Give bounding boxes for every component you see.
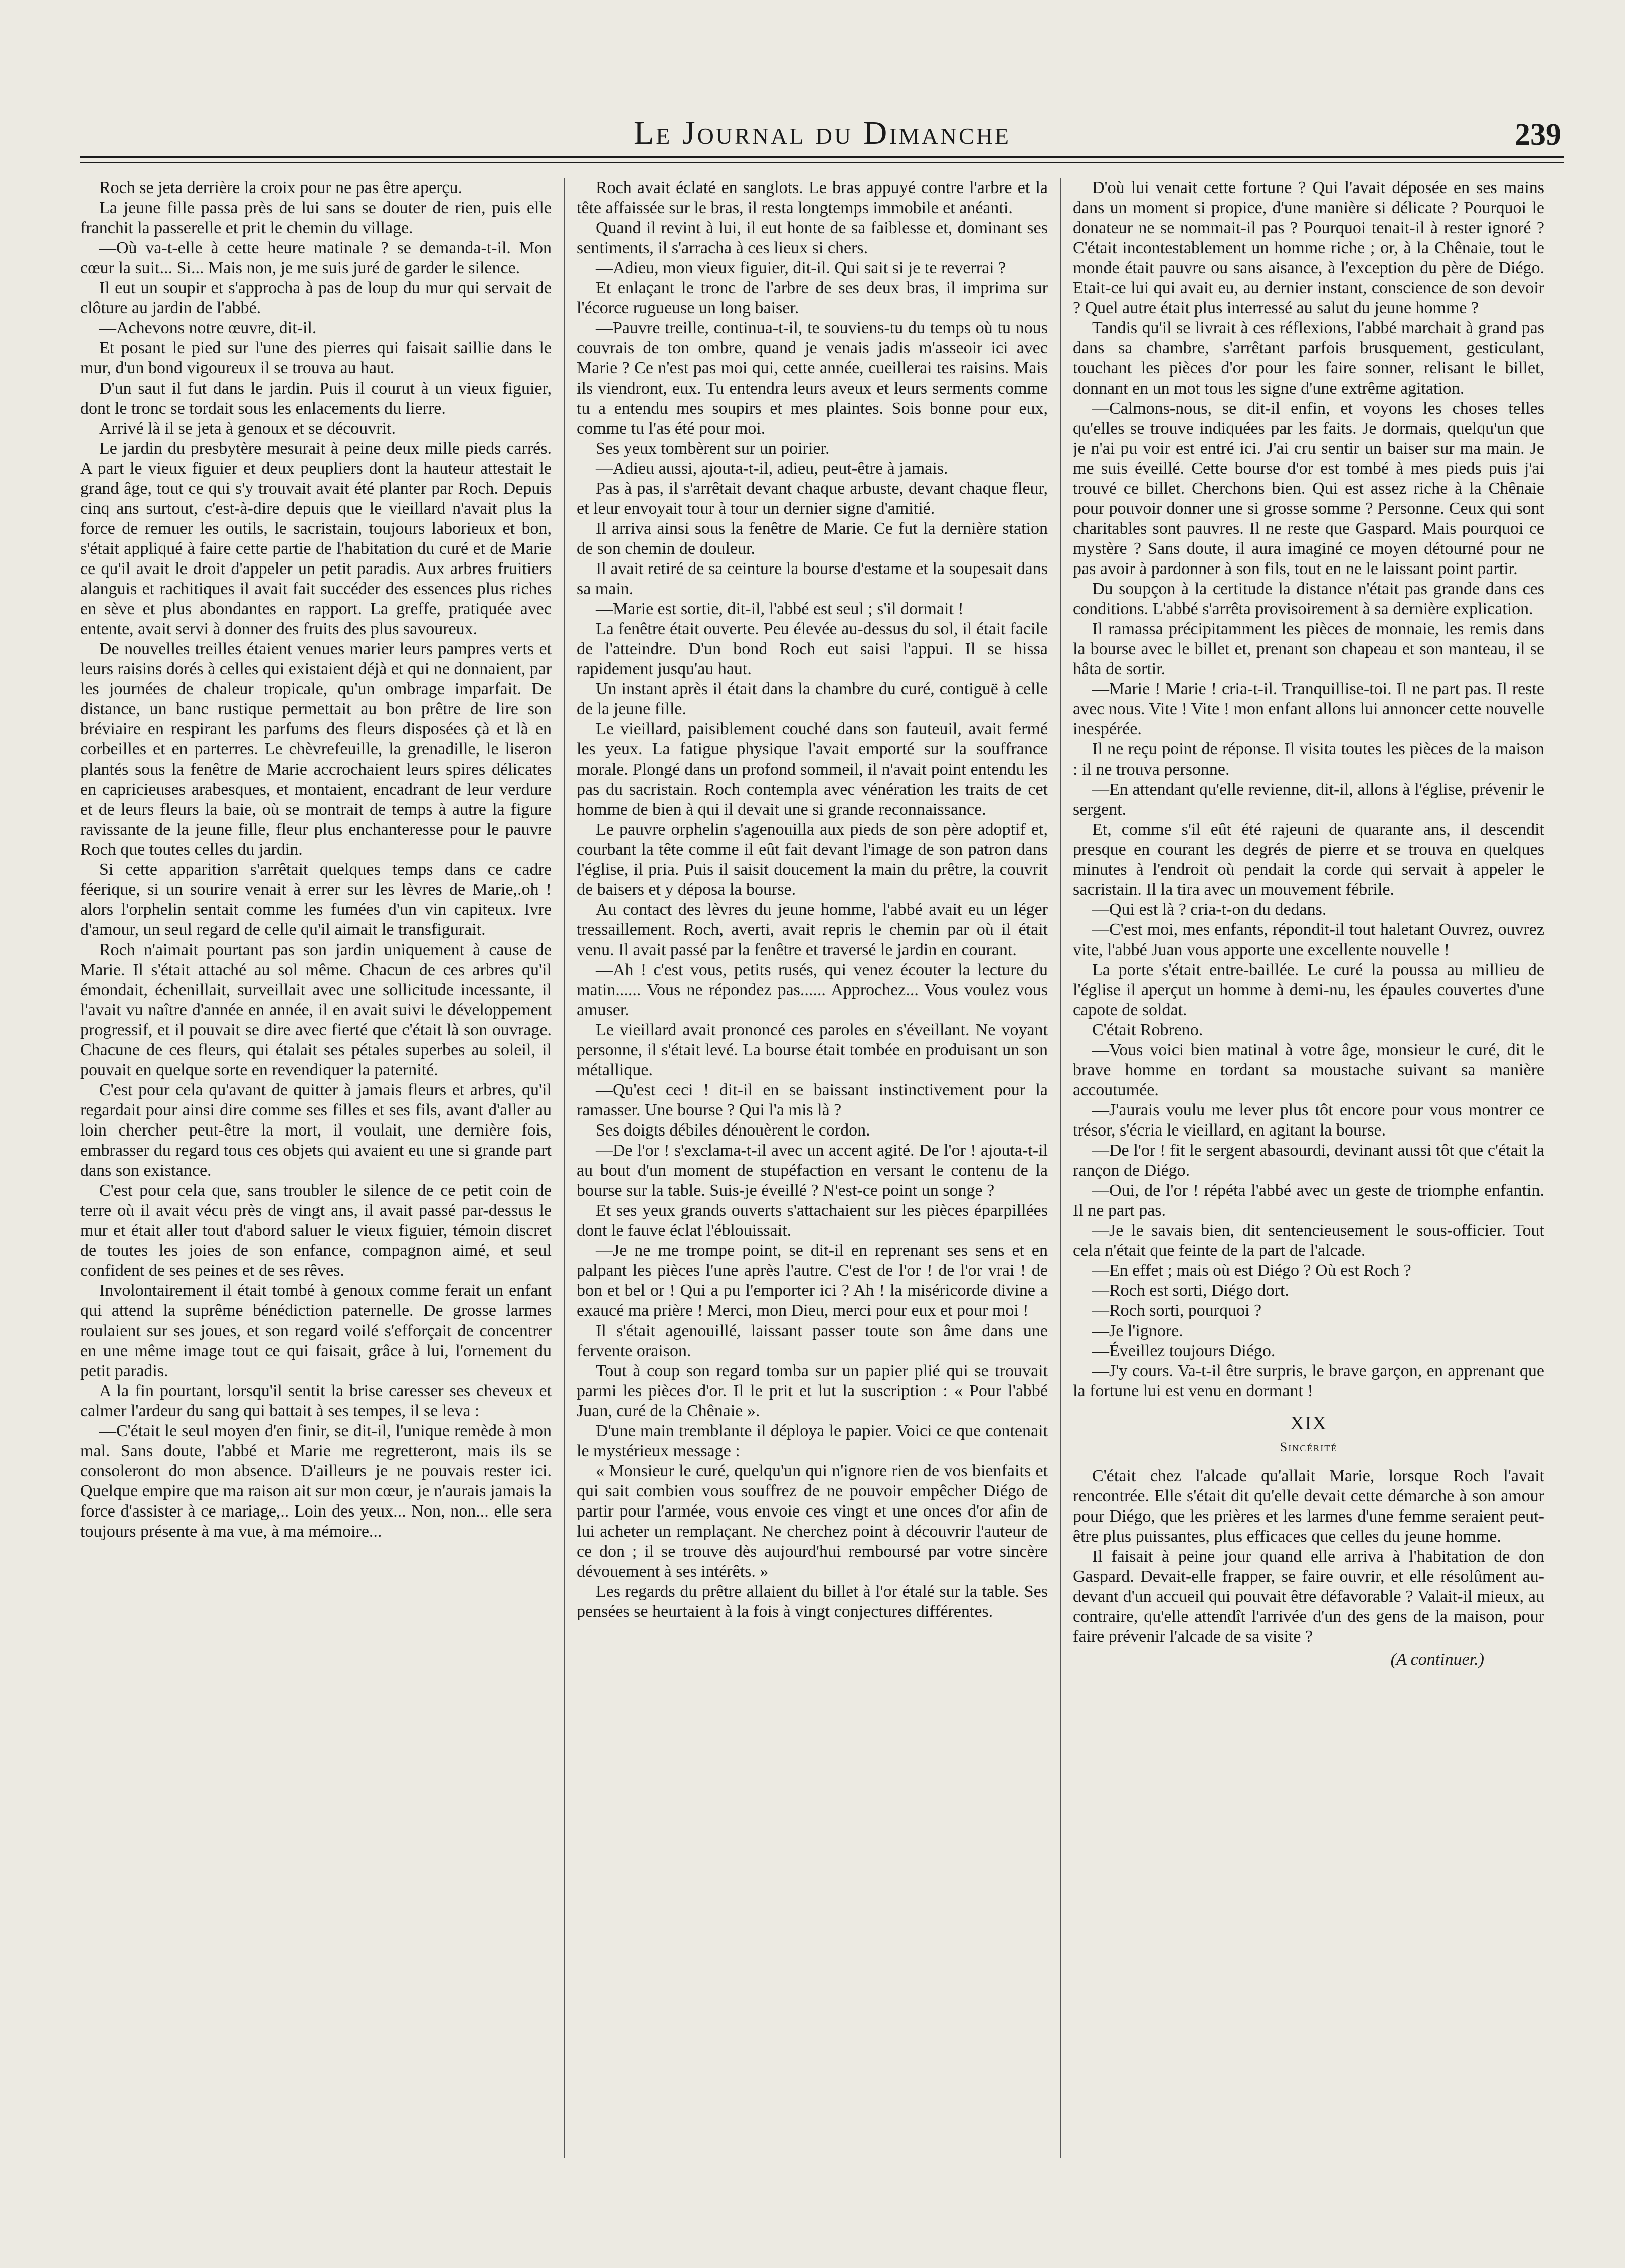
paragraph: Le pauvre orphelin s'agenouilla aux pieds de son père adoptif et, courbant la tête comme il eût fait devant l'image de son patron dans l'église, il pria. Puis il saisit doucement la main du prêtre, la couvrit de baisers et y déposa la bourse. [577, 820, 1048, 899]
paragraph: Il ne reçu point de réponse. Il visita toutes les pièces de la maison : il ne trouva personne. [1073, 740, 1544, 779]
paragraph: —Je le savais bien, dit sentencieusement le sous-officier. Tout cela n'était que feinte de la part de l'alcade. [1073, 1221, 1544, 1260]
paragraph: —De l'or ! s'exclama-t-il avec un accent agité. De l'or ! ajouta-t-il au bout d'un moment de stupéfaction en versant le contenu de la bourse sur la table. Suis-je éveillé ? N'est-ce point un songe ? [577, 1141, 1048, 1200]
paragraph: A la fin pourtant, lorsqu'il sentit la brise caresser ses cheveux et calmer l'ardeur du sang qui battait à ses tempes, il se leva : [80, 1382, 552, 1420]
page-header [80, 109, 1564, 154]
paragraph: Quand il revint à lui, il eut honte de sa faiblesse et, dominant ses sentiments, il s'arracha à ces lieux si chers. [577, 219, 1048, 257]
paragraph: —Oui, de l'or ! répéta l'abbé avec un geste de triomphe enfantin. Il ne part pas. [1073, 1181, 1544, 1220]
paragraph: Il ramassa précipitamment les pièces de monnaie, les remis dans la bourse avec le billet et, prenant son chapeau et son manteau, il se hâta de sortir. [1073, 620, 1544, 678]
paragraph: Roch n'aimait pourtant pas son jardin uniquement à cause de Marie. Il s'était attaché au sol même. Chacun de ces arbres qu'il émondait, échenillait, surveillait avec une sollicitude incessante, il l'avait vu naître d'année en année, il en avait suivi le développement progressif, et il pouvait se dire avec fierté que c'était là son ouvrage. Chacune de ces fleurs, qui étalait ses pétales superbes au soleil, il pouvait en quelque sorte en revendiquer la paternité. [80, 940, 552, 1079]
header-rule [80, 156, 1564, 158]
column-divider [564, 178, 565, 2158]
paragraph: —En effet ; mais où est Diégo ? Où est Roch ? [1092, 1261, 1411, 1280]
masthead: Le Journal du Dimanche [633, 115, 1011, 151]
paragraph: —Roch est sorti, Diégo dort. [1092, 1281, 1289, 1300]
column-3 [1073, 178, 1544, 2208]
paragraph: Ses yeux tombèrent sur un poirier. [596, 439, 830, 458]
paragraph: Du soupçon à la certitude la distance n'était pas grande dans ces conditions. L'abbé s'arrêta provisoirement à sa dernière explication. [1073, 580, 1544, 618]
paragraph: —Éveillez toujours Diégo. [1092, 1342, 1276, 1360]
paragraph: C'est pour cela qu'avant de quitter à jamais fleurs et arbres, qu'il regardait pour ainsi dire comme ses filles et ses fils, avant d'aller au loin chercher peut-être la mort, il voulait, une dernière fois, embrasser du regard tous ces objets qui avaient eu une si grande part dans son existance. [80, 1081, 552, 1180]
paragraph: Au contact des lèvres du jeune homme, l'abbé avait eu un léger tressaillement. Roch, averti, avait repris le chemin par où il était venu. Il avait passé par la fenêtre et traversé le jardin en courant. [577, 900, 1048, 959]
paragraph: Si cette apparition s'arrêtait quelques temps dans ce cadre féerique, si un sourire venait à errer sur les lèvres de Marie,.oh ! alors l'orphelin sentait comme les fumées d'un vin capiteux. Ivre d'amour, un seul regard de celle qu'il aimait le transfigurait. [80, 860, 552, 939]
paragraph: La jeune fille passa près de lui sans se douter de rien, puis elle franchit la passerelle et prit le chemin du village. [80, 199, 552, 237]
paragraph: Le vieillard avait prononcé ces paroles en s'éveillant. Ne voyant personne, il s'était levé. La bourse était tombée en produisant un son métallique. [577, 1021, 1048, 1079]
paragraph: D'un saut il fut dans le jardin. Puis il courut à un vieux figuier, dont le tronc se tordait sous les enlacements du lierre. [80, 379, 552, 418]
paragraph: —Pauvre treille, continua-t-il, te souviens-tu du temps où tu nous couvrais de ton ombre, quand je venais jadis m'asseoir ici avec Marie ? Ce n'est pas moi qui, cette année, cueillerai tes raisins. Mais ils viendront, eux. Tu entendra leurs aveux et leurs serments comme tu a entendu mes soupirs et mes plaintes. Sois bonne pour eux, comme tu l'as été pour moi. [577, 319, 1048, 438]
chapter-title: Sincérité [1280, 1440, 1338, 1454]
paragraph: Il faisait à peine jour quand elle arriva à l'habitation de don Gaspard. Devait-elle frapper, se faire ouvrir, et elle résolûment au-devant d'un accueil qui pouvait être défavorable ? Valait-il mieux, au contraire, qu'elle attendît l'arrivée d'un des gens de la maison, pour faire prévenir l'alcade de sa visite ? [1073, 1547, 1544, 1646]
paragraph: —Marie ! Marie ! cria-t-il. Tranquillise-toi. Il ne part pas. Il reste avec nous. Vite ! Vite ! mon enfant allons lui annoncer cette nouvelle inespérée. [1073, 680, 1544, 738]
paragraph: Il s'était agenouillé, laissant passer toute son âme dans une fervente oraison. [577, 1321, 1048, 1360]
paragraph: —Où va-t-elle à cette heure matinale ? se demanda-t-il. Mon cœur la suit... Si... Mais non, je me suis juré de garder le silence. [80, 239, 552, 277]
paragraph: La porte s'était entre-baillée. Le curé la poussa au millieu de l'église il aperçut un homme à demi-nu, les épaules couvertes d'une capote de soldat. [1073, 961, 1544, 1019]
paragraph: Et ses yeux grands ouverts s'attachaient sur les pièces éparpillées dont le fauve éclat l'éblouissait. [577, 1201, 1048, 1240]
paragraph: —En attendant qu'elle revienne, dit-il, allons à l'église, prévenir le sergent. [1073, 780, 1544, 819]
paragraph: —C'est moi, mes enfants, répondit-il tout haletant Ouvrez, ouvrez vite, l'abbé Juan vous apporte une excellente nouvelle ! [1073, 920, 1544, 959]
paragraph: Il arriva ainsi sous la fenêtre de Marie. Ce fut la dernière station de son chemin de douleur. [577, 519, 1048, 558]
paragraph: « Monsieur le curé, quelqu'un qui n'ignore rien de vos bienfaits et qui sait combien vous souffrez de ne pouvoir empêcher Diégo de partir pour l'armée, vous envoie ces vingt et une onces d'or afin de lui acheter un remplaçant. Ne cherchez point à découvrir l'auteur de ce don ; il se trouve dès aujourd'hui remboursé par votre sincère dévouement à ses intérêts. » [577, 1462, 1048, 1581]
paragraph: —Je l'ignore. [1092, 1321, 1183, 1340]
paragraph: Le jardin du presbytère mesurait à peine deux mille pieds carrés. A part le vieux figuier et deux peupliers dont la hauteur attestait le grand âge, tout ce qui s'y trouvait avait été planter par Roch. Depuis cinq ans surtout, c'est-à-dire depuis que le vieillard n'avait plus la force de remuer les outils, le sacristain, toujours laborieux et bon, s'était appliqué à faire cette partie de l'habitation du curé et de Marie ce qu'il avait le droit d'appeler un petit paradis. Aux arbres fruitiers alanguis et rachitiques il avait fait succéder des essences plus riches en sève et plus abondantes en rapport. La greffe, pratiquée avec entente, avait servi à donner des fruits des plus savoureux. [80, 439, 552, 638]
to-be-continued: (A continuer.) [1390, 1650, 1484, 1669]
paragraph: —Achevons notre œuvre, dit-il. [99, 319, 317, 337]
paragraph: Il eut un soupir et s'approcha à pas de loup du mur qui servait de clôture au jardin de l'abbé. [80, 279, 552, 317]
paragraph: Et enlaçant le tronc de l'arbre de ses deux bras, il imprima sur l'écorce rugueuse un long baiser. [577, 279, 1048, 317]
paragraph: —De l'or ! fit le sergent abasourdi, devinant aussi tôt que c'était la rançon de Diégo. [1073, 1141, 1544, 1180]
paragraph: Et, comme s'il eût été rajeuni de quarante ans, il descendit presque en courant les degrés de pierre et se trouva en quelques minutes à l'endroit où pendait la corde qui servait à appeler le sacristain. Il la tira avec un mouvement fébrile. [1073, 820, 1544, 899]
paragraph: —J'aurais voulu me lever plus tôt encore pour vous montrer ce trésor, s'écria le vieillard, en agitant la bourse. [1073, 1101, 1544, 1140]
paragraph: —Calmons-nous, se dit-il enfin, et voyons les choses telles qu'elles se trouve indiquées par les faits. Je dormais, quelqu'un que je n'ai pu voir est entré ici. J'ai cru sentir un baiser sur ma main. Je me suis éveillé. Cette bourse d'or est tombé à mes pieds puis j'ai trouvé ce billet. Cherchons bien. Qui est assez riche à la Chênaie pour pouvoir donner une si grosse somme ? Personne. Ceux qui sont charitables sont pauvres. Il ne reste que Gaspard. Mais pourquoi ce mystère ? Sans doute, il aura imaginé ce moyen détourné pour ne pas avoir à pardonner à son fils, tout en ne le laissant point partir. [1073, 399, 1544, 578]
paragraph: De nouvelles treilles étaient venues marier leurs pampres verts et leurs raisins dorés à celles qui existaient déjà et qui ne donnaient, par les journées de chaleur tropicale, qu'un ombrage imparfait. De distance, un banc rustique permettait au bon prêtre de lire son bréviaire en respirant les parfums des fleurs disposées çà et là en corbeilles et en parterres. Le chèvrefeuille, la grenadille, le liseron plantés sous la fenêtre de Marie accrochaient leurs spires délicates en capricieuses arabesques, et montaient, encadrant de leur verdure et de leurs fleurs la baie, où se montrait de temps à autre la figure ravissante de la jeune fille, fleur plus enchanteresse pour le pauvre Roch que toutes celles du jardin. [80, 640, 552, 859]
paragraph: —Qu'est ceci ! dit-il en se baissant instinctivement pour la ramasser. Une bourse ? Qui l'a mis là ? [577, 1081, 1048, 1119]
paragraph: C'est pour cela que, sans troubler le silence de ce petit coin de terre où il avait vécu près de vingt ans, il avait passé par-dessus le mur et était aller tout d'abord saluer le vieux figuier, témoin discret de toutes les joies de son enfance, compagnon aimé, et seul confident de ses peines et de ses rêves. [80, 1181, 552, 1280]
paragraph: Involontairement il était tombé à genoux comme ferait un enfant qui attend la suprême bénédiction paternelle. De grosse larmes roulaient sur ses joues, et son regard voilé s'efforçait de concentrer en une même image tout ce qui faisait, grâce à lui, l'ornement du petit paradis. [80, 1281, 552, 1380]
column-1 [80, 178, 552, 2208]
chapter-number: XIX [1290, 1413, 1327, 1434]
paragraph: Il avait retiré de sa ceinture la bourse d'estame et la soupesait dans sa main. [577, 559, 1048, 598]
column-2 [577, 178, 1048, 2208]
paragraph: —Marie est sortie, dit-il, l'abbé est seul ; s'il dormait ! [596, 600, 964, 618]
paragraph: Tout à coup son regard tomba sur un papier plié qui se trouvait parmi les pièces d'or. Il le prit et lut la suscription : « Pour l'abbé Juan, curé de la Chênaie ». [577, 1362, 1048, 1420]
paragraph: —J'y cours. Va-t-il être surpris, le brave garçon, en apprenant que la fortune lui est venu en dormant ! [1073, 1362, 1544, 1400]
paragraph: Roch se jeta derrière la croix pour ne pas être aperçu. [99, 178, 463, 197]
paragraph: Tandis qu'il se livrait à ces réflexions, l'abbé marchait à grand pas dans sa chambre, s'arrêtant parfois brusquement, gesticulant, touchant les pièces d'or pour les faire sonner, relisant le billet, donnant en un mot tous les signe d'une extrême agitation. [1073, 319, 1544, 398]
paragraph: Arrivé là il se jeta à genoux et se découvrit. [99, 419, 396, 438]
header-rule-thin [80, 162, 1564, 163]
paragraph: Les regards du prêtre allaient du billet à l'or étalé sur la table. Ses pensées se heurtaient à la fois à vingt conjectures différentes. [577, 1582, 1048, 1621]
paragraph: —Adieu, mon vieux figuier, dit-il. Qui sait si je te reverrai ? [596, 259, 1006, 277]
paragraph: —Qui est là ? cria-t-on du dedans. [1092, 900, 1327, 919]
paragraph: D'une main tremblante il déploya le papier. Voici ce que contenait le mystérieux message : [577, 1422, 1048, 1460]
paragraph: Et posant le pied sur l'une des pierres qui faisait saillie dans le mur, d'un bond vigoureux il se trouva au haut. [80, 339, 552, 377]
paragraph: —Roch sorti, pourquoi ? [1092, 1301, 1262, 1320]
paragraph: Roch avait éclaté en sanglots. Le bras appuyé contre l'arbre et la tête affaissée sur le bras, il resta longtemps immobile et anéanti. [577, 178, 1048, 217]
paragraph: —Ah ! c'est vous, petits rusés, qui venez écouter la lecture du matin...... Vous ne répondez pas...... Approchez... Vous voulez vous amuser. [577, 961, 1048, 1019]
paragraph: D'où lui venait cette fortune ? Qui l'avait déposée en ses mains dans un moment si propice, d'une manière si délicate ? Pourquoi le donateur ne se nommait-il pas ? Pourquoi tenait-il à rester ignoré ? C'était incontestablement un homme riche ; or, à la Chênaie, tout le monde était pauvre ou sans aisance, à l'exception du père de Diégo. Etait-ce lui qui avait eu, au dernier instant, conscience de son devoir ? Quel autre était plus interressé au salut du jeune homme ? [1073, 178, 1544, 317]
paragraph: Le vieillard, paisiblement couché dans son fauteuil, avait fermé les yeux. La fatigue physique l'avait emporté sur la souffrance morale. Plongé dans un profond sommeil, il n'avait point entendu les pas du sacristain. Roch contempla avec vénération les traits de cet homme de bien à qui il devait une si grande reconnaissance. [577, 720, 1048, 819]
column-divider [1060, 178, 1061, 2158]
paragraph: C'était chez l'alcade qu'allait Marie, lorsque Roch l'avait rencontrée. Elle s'était dit qu'elle devait cette démarche à son amour pour Diégo, que les prières et les larmes d'une femme seraient peut-être plus puissantes, plus efficaces que celles du jeune homme. [1073, 1467, 1544, 1546]
paragraph: Ses doigts débiles dénouèrent le cordon. [596, 1121, 870, 1140]
paragraph: C'était Robreno. [1092, 1021, 1203, 1039]
paragraph: Pas à pas, il s'arrêtait devant chaque arbuste, devant chaque fleur, et leur envoyait tour à tour un dernier signe d'amitié. [577, 479, 1048, 518]
paragraph: —C'était le seul moyen d'en finir, se dit-il, l'unique remède à mon mal. Sans doute, l'abbé et Marie me regretteront, mais ils se consoleront do mon absence. D'ailleurs je ne pouvais rester ici. Quelque empire que ma raison ait sur mon cœur, je n'aurais jamais la force d'assister à ce mariage,.. Loin des yeux... Non, non... elle sera toujours présente à ma vue, à ma mémoire... [80, 1422, 552, 1541]
paragraph: La fenêtre était ouverte. Peu élevée au-dessus du sol, il était facile de l'atteindre. D'un bond Roch eut saisi l'appui. Il se hissa rapidement jusqu'au haut. [577, 620, 1048, 678]
paragraph: —Adieu aussi, ajouta-t-il, adieu, peut-être à jamais. [596, 459, 948, 478]
page-number: 239 [1515, 118, 1561, 152]
paragraph: Un instant après il était dans la chambre du curé, contiguë à celle de la jeune fille. [577, 680, 1048, 718]
paragraph: —Je ne me trompe point, se dit-il en reprenant ses sens et en palpant les pièces l'une après l'autre. C'est de l'or ! de l'or vrai ! de bon et bel or ! Qui a pu l'emporter ici ? Ah ! la miséricorde divine a exaucé ma prière ! Merci, mon Dieu, merci pour eux et pour moi ! [577, 1241, 1048, 1320]
paragraph: —Vous voici bien matinal à votre âge, monsieur le curé, dit le brave homme en tordant sa moustache suivant sa manière accoutumée. [1073, 1041, 1544, 1099]
